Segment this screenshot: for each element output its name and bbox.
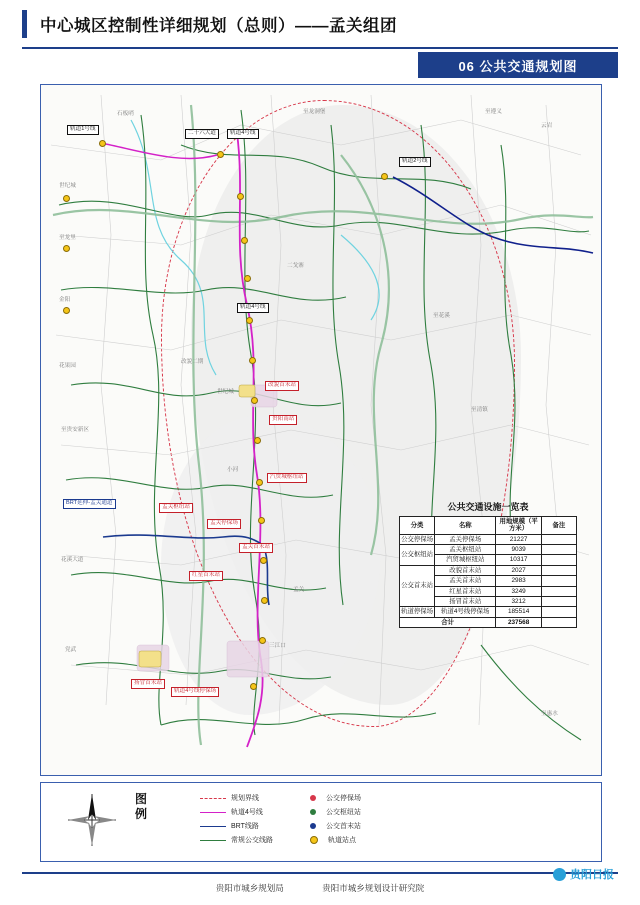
table-cell-note xyxy=(541,545,576,555)
sheet-subtitle: 06 公共交通规划图 xyxy=(418,52,618,78)
rail-station-dot xyxy=(249,357,256,364)
rail-station-dot xyxy=(260,557,267,564)
rail-station-dot xyxy=(99,140,106,147)
legend-label: 规划界线 xyxy=(231,795,259,802)
table-cell-note xyxy=(541,596,576,606)
legend-label: 轨道站点 xyxy=(328,837,356,844)
legend-item xyxy=(200,792,310,804)
rail-station-dot xyxy=(63,307,70,314)
watermark-logo-icon xyxy=(553,868,566,881)
rail-station-dot xyxy=(237,193,244,200)
place-label: 至龙里 xyxy=(59,235,76,241)
place-label: 小河 xyxy=(227,467,239,473)
table-cell-note xyxy=(541,586,576,596)
legend-label: 公交首末站 xyxy=(326,823,361,830)
map-vectors xyxy=(41,85,601,775)
legend-label: 轨道4号线 xyxy=(231,809,263,816)
rail-station-dot xyxy=(258,517,265,524)
table-header-row xyxy=(400,517,577,535)
place-label: 至花溪 xyxy=(433,313,450,319)
place-label: 世纪城 xyxy=(59,183,76,189)
table-row xyxy=(400,534,577,544)
north-arrow-icon xyxy=(60,790,124,852)
table-cell-area: 3212 xyxy=(496,596,541,606)
table-header-cell: 用地规模（平方米） xyxy=(496,517,541,535)
brt-corridor-label: BRT延伸-孟关通道 xyxy=(63,499,116,509)
place-label: 石板哨 xyxy=(117,111,134,117)
station-label: 孟关首末站 xyxy=(239,543,273,553)
table-cell-name: 红星首末站 xyxy=(435,586,496,596)
station-label: 孟关枢纽站 xyxy=(159,503,193,513)
place-label: 改貌二期 xyxy=(181,359,204,365)
legend-swatch-bus xyxy=(200,840,226,841)
table-row xyxy=(400,565,577,575)
station-label: 汽贸城枢纽站 xyxy=(267,473,307,483)
rail-line-label-4-mid: 轨道4号线 xyxy=(237,303,269,313)
map-panel xyxy=(40,84,602,776)
rail-line-label-4-north: 轨道4号线 xyxy=(227,129,259,139)
legend-item xyxy=(200,820,310,832)
legend-item xyxy=(200,834,310,846)
table-row-total xyxy=(400,617,577,627)
place-label: 党武 xyxy=(65,647,77,653)
table-cell-note xyxy=(541,607,576,617)
place-label: 云岩 xyxy=(541,123,553,129)
place-label: 花溪大道 xyxy=(61,557,84,563)
table-cell-note xyxy=(541,617,576,627)
table-header-cell: 备注 xyxy=(541,517,576,535)
place-label: 二戈寨 xyxy=(287,263,304,269)
table-title: 公共交通设施一览表 xyxy=(447,502,529,512)
table-cell-note xyxy=(541,576,576,586)
place-label: 孟关 xyxy=(293,587,305,593)
legend-item xyxy=(300,792,420,804)
table-cell-area: 9039 xyxy=(496,545,541,555)
watermark-label: 贵阳日报 xyxy=(570,869,614,881)
table-row xyxy=(400,607,577,617)
legend-dot-depot-icon xyxy=(310,795,316,801)
station-label: 扬冒首末站 xyxy=(131,679,165,689)
table-cell-name: 孟关首末站 xyxy=(435,576,496,586)
facility-table-block xyxy=(399,500,577,628)
legend-item xyxy=(200,806,310,818)
table-cell-area: 2983 xyxy=(496,576,541,586)
legend-dot-terminal-icon xyxy=(310,823,316,829)
table-row xyxy=(400,545,577,555)
footer-org-right: 贵阳市城乡规划设计研究院 xyxy=(322,883,425,893)
legend-item xyxy=(300,820,420,832)
rail-station-dot xyxy=(251,397,258,404)
place-label: 至龙洞堡 xyxy=(303,109,326,115)
title-accent-bar xyxy=(22,10,27,38)
rail-station-dot xyxy=(381,173,388,180)
place-label: 金阳 xyxy=(59,297,71,303)
table-cell-area: 185514 xyxy=(496,607,541,617)
rail-station-dot xyxy=(250,683,257,690)
map-canvas xyxy=(41,85,601,775)
station-label: 轨道4号线停保场 xyxy=(171,687,219,697)
watermark xyxy=(553,866,614,882)
place-label: 至遵义 xyxy=(485,109,502,115)
rail-station-dot xyxy=(63,195,70,202)
table-cell-name: 轨道4号线停保场 xyxy=(435,607,496,617)
legend-lines-column xyxy=(200,792,310,848)
footer-org-left: 贵阳市城乡规划局 xyxy=(215,883,284,893)
rail-line-label-1: 轨道1号线 xyxy=(67,125,99,135)
table-cell-area: 3249 xyxy=(496,586,541,596)
rail-station-dot xyxy=(254,437,261,444)
table-cell-note xyxy=(541,565,576,575)
station-label: 红星首末站 xyxy=(189,571,223,581)
place-label: 至惠水 xyxy=(541,711,558,717)
rail-line-label-2: 轨道2号线 xyxy=(399,157,431,167)
legend-title: 图例 xyxy=(134,792,147,821)
legend-label: 公交枢纽站 xyxy=(326,809,361,816)
footer-divider xyxy=(22,872,618,874)
rail-station-dot xyxy=(244,275,251,282)
place-label: 世纪城 xyxy=(217,389,234,395)
legend-item xyxy=(300,806,420,818)
table-cell-area: 21227 xyxy=(496,534,541,544)
rail-station-dot xyxy=(246,317,253,324)
station-label: 孟关停保场 xyxy=(207,519,241,529)
legend-dot-rail-station-icon xyxy=(310,836,318,844)
table-cell-name: 改貌首末站 xyxy=(435,565,496,575)
page-header xyxy=(0,0,640,48)
place-label: 三江口 xyxy=(269,643,286,649)
table-header-cell: 名称 xyxy=(435,517,496,535)
legend-item xyxy=(300,834,420,846)
table-cell-name: 孟关停保场 xyxy=(435,534,496,544)
legend-swatch-boundary xyxy=(200,798,226,799)
table-header-cell: 分类 xyxy=(400,517,435,535)
rail-station-dot xyxy=(256,479,263,486)
legend-label: 常规公交线路 xyxy=(231,837,273,844)
table-cell-category: 公交首末站 xyxy=(400,565,435,606)
place-label: 至清镇 xyxy=(471,407,488,413)
legend-label: BRT线路 xyxy=(231,823,259,830)
legend-swatch-brt xyxy=(200,826,226,827)
legend-swatch-rail4 xyxy=(200,812,226,813)
legend-points-column xyxy=(300,792,420,848)
rail-station-dot xyxy=(241,237,248,244)
legend-dot-hub-icon xyxy=(310,809,316,815)
table-cell-category: 轨道停保场 xyxy=(401,608,434,616)
table-cell-total-area: 237568 xyxy=(496,617,541,627)
station-label: 贵阳南站 xyxy=(269,415,297,425)
page-title: 中心城区控制性详细规划（总则）——孟关组团 xyxy=(40,17,397,35)
rail-station-dot xyxy=(259,637,266,644)
rail-station-dot xyxy=(261,597,268,604)
table-cell-area: 10317 xyxy=(496,555,541,565)
table-cell-note xyxy=(541,534,576,544)
table-cell-name: 汽贸城枢纽站 xyxy=(435,555,496,565)
station-label: 改貌首末站 xyxy=(265,381,299,391)
table-cell-category: 公交停保场 xyxy=(401,535,434,543)
rail-station-dot xyxy=(63,245,70,252)
table-cell-total-label: 合计 xyxy=(400,617,496,627)
station-label: 二十六大道 xyxy=(185,129,219,139)
table-cell-area: 2027 xyxy=(496,565,541,575)
place-label: 花果园 xyxy=(59,363,76,369)
place-label: 至贵安新区 xyxy=(61,427,89,433)
table-cell-category: 公交枢纽站 xyxy=(400,545,435,566)
header-divider xyxy=(22,47,618,49)
facility-table xyxy=(399,516,577,628)
rail-station-dot xyxy=(217,151,224,158)
footer-organizations xyxy=(0,882,640,894)
table-cell-name: 孟关枢纽站 xyxy=(435,545,496,555)
legend-label: 公交停保场 xyxy=(326,795,361,802)
table-cell-note xyxy=(541,555,576,565)
table-cell-name: 扬冒首末站 xyxy=(435,596,496,606)
